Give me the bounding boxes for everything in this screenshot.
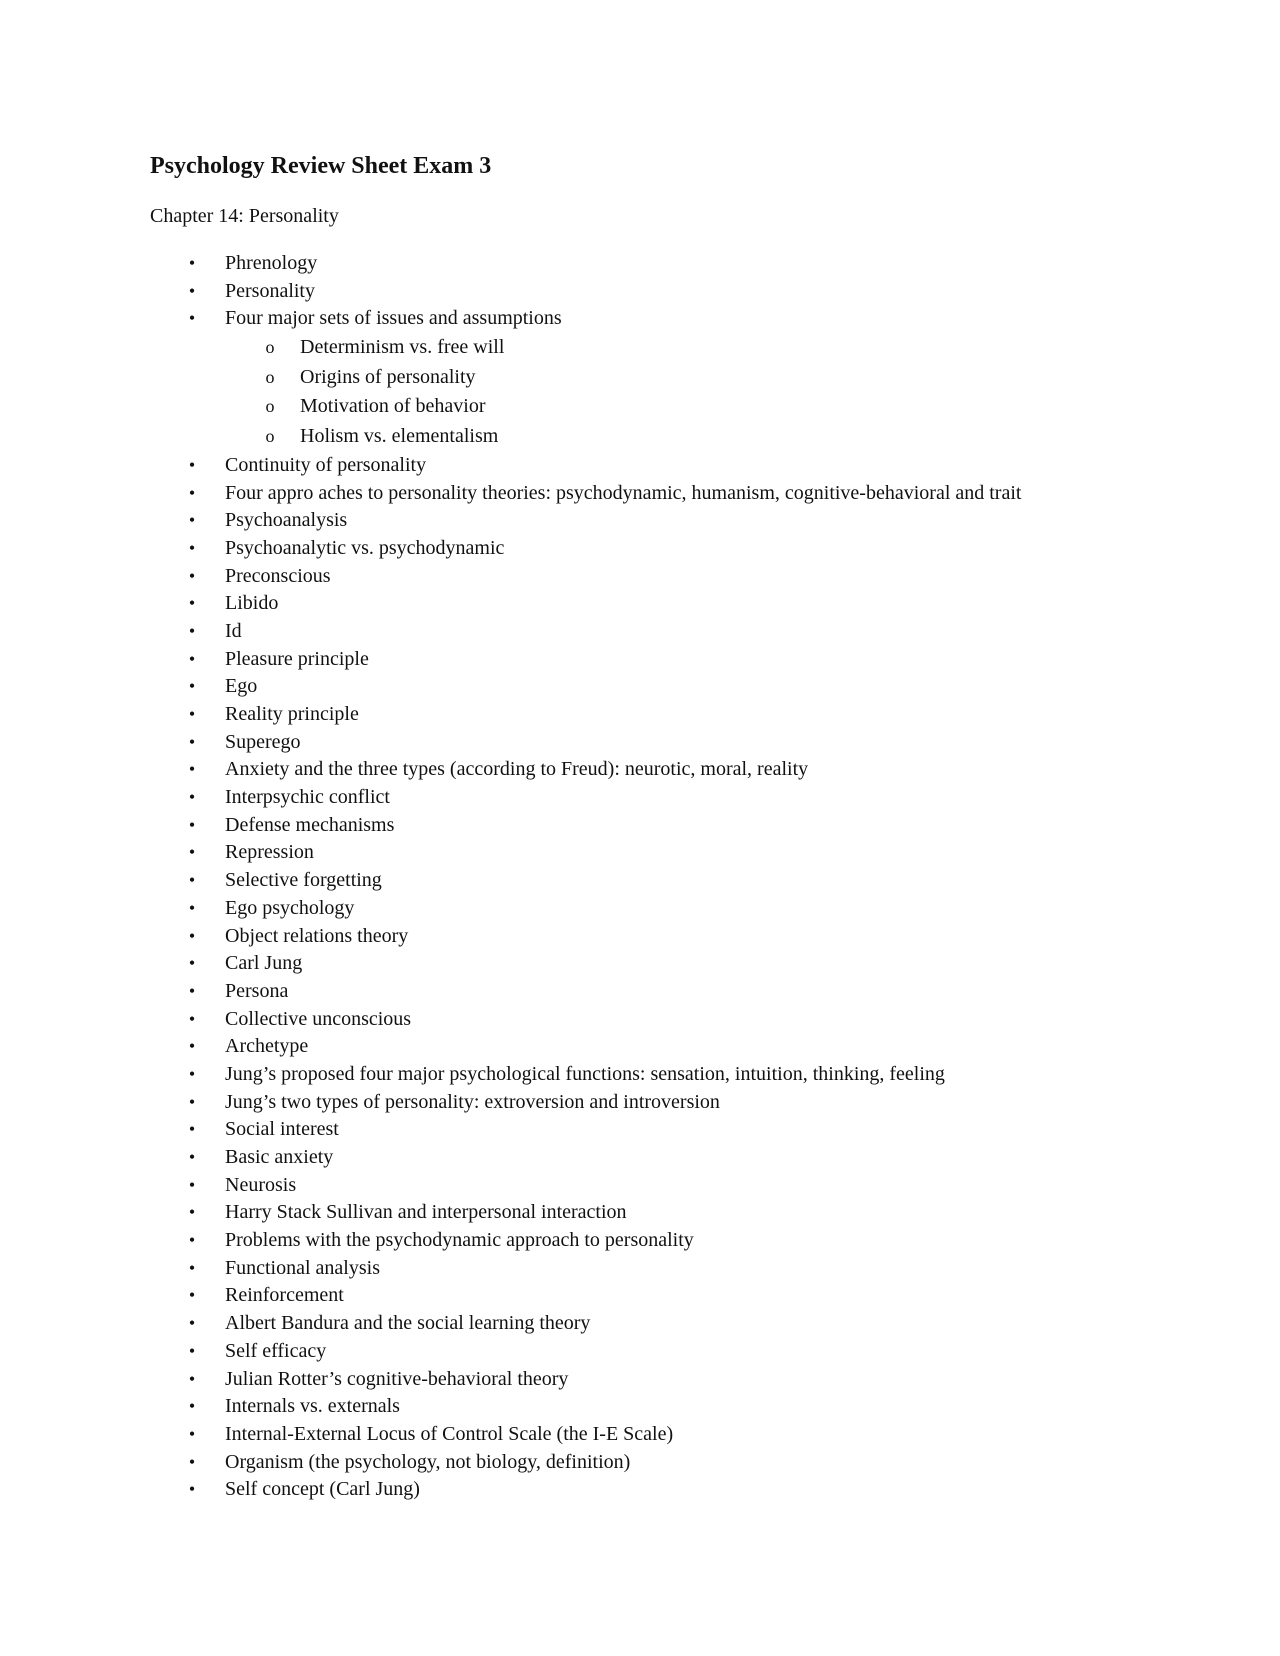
list-item	[0, 1338, 1280, 1366]
list-item-text: Problems with the psychodynamic approach to personality	[225, 1229, 694, 1252]
list-item	[0, 452, 1280, 480]
list-item	[0, 305, 1280, 333]
list-item	[0, 1393, 1280, 1421]
list-item-text: Neurosis	[225, 1173, 297, 1196]
bullet-marker: •	[188, 308, 196, 329]
review-topic-list	[0, 250, 1280, 1504]
list-item-text: Julian Rotter’s cognitive-behavioral theory	[225, 1367, 569, 1390]
list-item-text: Internals vs. externals	[225, 1395, 400, 1418]
list-item-text: Anxiety and the three types (according to Freud): neurotic, moral, reality	[225, 758, 809, 781]
list-item-text: Organism (the psychology, not biology, definition)	[225, 1450, 631, 1473]
list-item-text: Psychoanalytic vs. psychodynamic	[225, 536, 505, 559]
bullet-marker: •	[188, 454, 196, 475]
bullet-marker: •	[188, 620, 196, 641]
bullet-marker: •	[188, 1008, 196, 1029]
bullet-marker: •	[188, 1396, 196, 1417]
sub-list-item	[0, 333, 1280, 363]
list-item	[0, 1366, 1280, 1394]
list-item-text: Harry Stack Sullivan and interpersonal interaction	[225, 1201, 627, 1224]
list-item-text: Persona	[225, 979, 289, 1002]
list-item-text: Pleasure principle	[225, 647, 369, 670]
bullet-marker: •	[188, 897, 196, 918]
list-item	[0, 673, 1280, 701]
list-item-text: Jung’s proposed four major psychological functions: sensation, intuition, thinking, feeling	[225, 1062, 945, 1085]
list-item-text: Holism vs. elementalism	[300, 425, 499, 448]
sub-bullet-marker: o	[265, 337, 275, 358]
bullet-marker: •	[188, 253, 196, 273]
list-item	[0, 756, 1280, 784]
bullet-marker: •	[188, 537, 196, 558]
list-item	[0, 1199, 1280, 1227]
list-item-text: Archetype	[225, 1035, 309, 1058]
bullet-marker: •	[188, 759, 196, 780]
list-item	[0, 1172, 1280, 1200]
list-item	[0, 507, 1280, 535]
list-item	[0, 480, 1280, 508]
bullet-marker: •	[188, 648, 196, 669]
list-item-text: Phrenology	[225, 252, 318, 274]
chapter-heading: Chapter 14: Personality	[150, 205, 339, 227]
list-item-text: Personality	[225, 279, 315, 302]
list-item	[0, 1476, 1280, 1504]
list-item-text: Ego	[225, 675, 258, 698]
sub-list-item	[0, 392, 1280, 422]
sub-list-item	[0, 363, 1280, 393]
list-item	[0, 867, 1280, 895]
list-item-text: Id	[225, 619, 242, 642]
list-item	[0, 978, 1280, 1006]
list-item	[0, 1421, 1280, 1449]
bullet-marker: •	[188, 1230, 196, 1251]
bullet-marker: •	[188, 510, 196, 531]
bullet-marker: •	[188, 1479, 196, 1500]
list-item-text: Defense mechanisms	[225, 813, 395, 836]
bullet-marker: •	[188, 1368, 196, 1389]
list-item	[0, 1089, 1280, 1117]
list-item-text: Origins of personality	[300, 365, 476, 388]
list-item	[0, 923, 1280, 951]
list-item	[0, 701, 1280, 729]
list-item	[0, 1061, 1280, 1089]
list-item-text: Determinism vs. free will	[300, 336, 505, 359]
list-item	[0, 1227, 1280, 1255]
list-item-text: Continuity of personality	[225, 453, 427, 476]
bullet-marker: •	[188, 1063, 196, 1084]
list-item	[0, 563, 1280, 591]
list-item	[0, 812, 1280, 840]
list-item	[0, 618, 1280, 646]
bullet-marker: •	[188, 980, 196, 1001]
list-item-text: Selective forgetting	[225, 869, 382, 892]
list-item	[0, 1033, 1280, 1061]
sub-bullet-marker: o	[265, 396, 275, 417]
list-item-text: Self efficacy	[225, 1339, 327, 1362]
list-item-text: Reinforcement	[225, 1284, 344, 1307]
bullet-marker: •	[188, 731, 196, 752]
bullet-marker: •	[188, 1174, 196, 1195]
bullet-marker: •	[188, 676, 196, 697]
list-item-text: Psychoanalysis	[225, 509, 348, 532]
list-item-text: Internal-External Locus of Control Scale (the I-E Scale)	[225, 1422, 674, 1445]
list-item-text: Four major sets of issues and assumptions	[225, 307, 562, 330]
bullet-marker: •	[188, 1091, 196, 1112]
bullet-marker: •	[188, 1340, 196, 1361]
list-item	[0, 646, 1280, 674]
list-item	[0, 278, 1280, 306]
bullet-marker: •	[188, 1451, 196, 1472]
list-item	[0, 1282, 1280, 1310]
list-item	[0, 250, 1280, 278]
list-item	[0, 590, 1280, 618]
list-item	[0, 1006, 1280, 1034]
bullet-marker: •	[188, 1202, 196, 1223]
list-item	[0, 839, 1280, 867]
list-item-text: Self concept (Carl Jung)	[225, 1478, 420, 1501]
list-item	[0, 1255, 1280, 1283]
list-item-text: Superego	[225, 730, 301, 753]
list-item	[0, 1449, 1280, 1477]
bullet-marker: •	[188, 1257, 196, 1278]
bullet-marker: •	[188, 1423, 196, 1444]
list-item	[0, 1310, 1280, 1338]
bullet-marker: •	[188, 870, 196, 891]
bullet-marker: •	[188, 842, 196, 863]
sub-list-item	[0, 422, 1280, 452]
bullet-marker: •	[188, 787, 196, 808]
list-item-text: Repression	[225, 841, 314, 864]
list-item-text: Motivation of behavior	[300, 395, 486, 418]
list-item-text: Jung’s two types of personality: extroversion and introversion	[225, 1090, 720, 1113]
list-item-text: Object relations theory	[225, 924, 409, 947]
bullet-marker: •	[188, 593, 196, 614]
list-item	[0, 729, 1280, 757]
list-item	[0, 1144, 1280, 1172]
bullet-marker: •	[188, 1285, 196, 1306]
sub-bullet-marker: o	[265, 426, 275, 447]
list-item-text: Preconscious	[225, 564, 331, 587]
bullet-marker: •	[188, 1147, 196, 1167]
list-item	[0, 950, 1280, 978]
bullet-marker: •	[188, 925, 196, 946]
bullet-marker: •	[188, 953, 196, 974]
list-item	[0, 535, 1280, 563]
list-item-text: Basic anxiety	[225, 1146, 334, 1168]
bullet-marker: •	[188, 1119, 196, 1140]
sub-bullet-marker: o	[265, 366, 275, 387]
list-item-text: Albert Bandura and the social learning theory	[225, 1312, 591, 1335]
list-item-text: Interpsychic conflict	[225, 786, 390, 809]
list-item-text: Carl Jung	[225, 952, 303, 975]
list-item-text: Social interest	[225, 1118, 339, 1141]
list-item-text: Four appro aches to personality theories: psychodynamic, humanism, cognitive-behavioral and trait	[225, 481, 1022, 504]
bullet-marker: •	[188, 1313, 196, 1334]
bullet-marker: •	[188, 565, 196, 586]
list-item-text: Ego psychology	[225, 896, 355, 919]
bullet-marker: •	[188, 704, 196, 724]
bullet-marker: •	[188, 814, 196, 835]
list-item	[0, 1116, 1280, 1144]
list-item	[0, 784, 1280, 812]
page-title: Psychology Review Sheet Exam 3	[150, 153, 492, 179]
bullet-marker: •	[188, 482, 196, 503]
bullet-marker: •	[188, 280, 196, 301]
list-item	[0, 895, 1280, 923]
list-item-text: Libido	[225, 592, 279, 615]
list-item-text: Functional analysis	[225, 1256, 380, 1279]
list-item-text: Collective unconscious	[225, 1007, 412, 1030]
bullet-marker: •	[188, 1036, 196, 1057]
list-item-text: Reality principle	[225, 703, 359, 725]
